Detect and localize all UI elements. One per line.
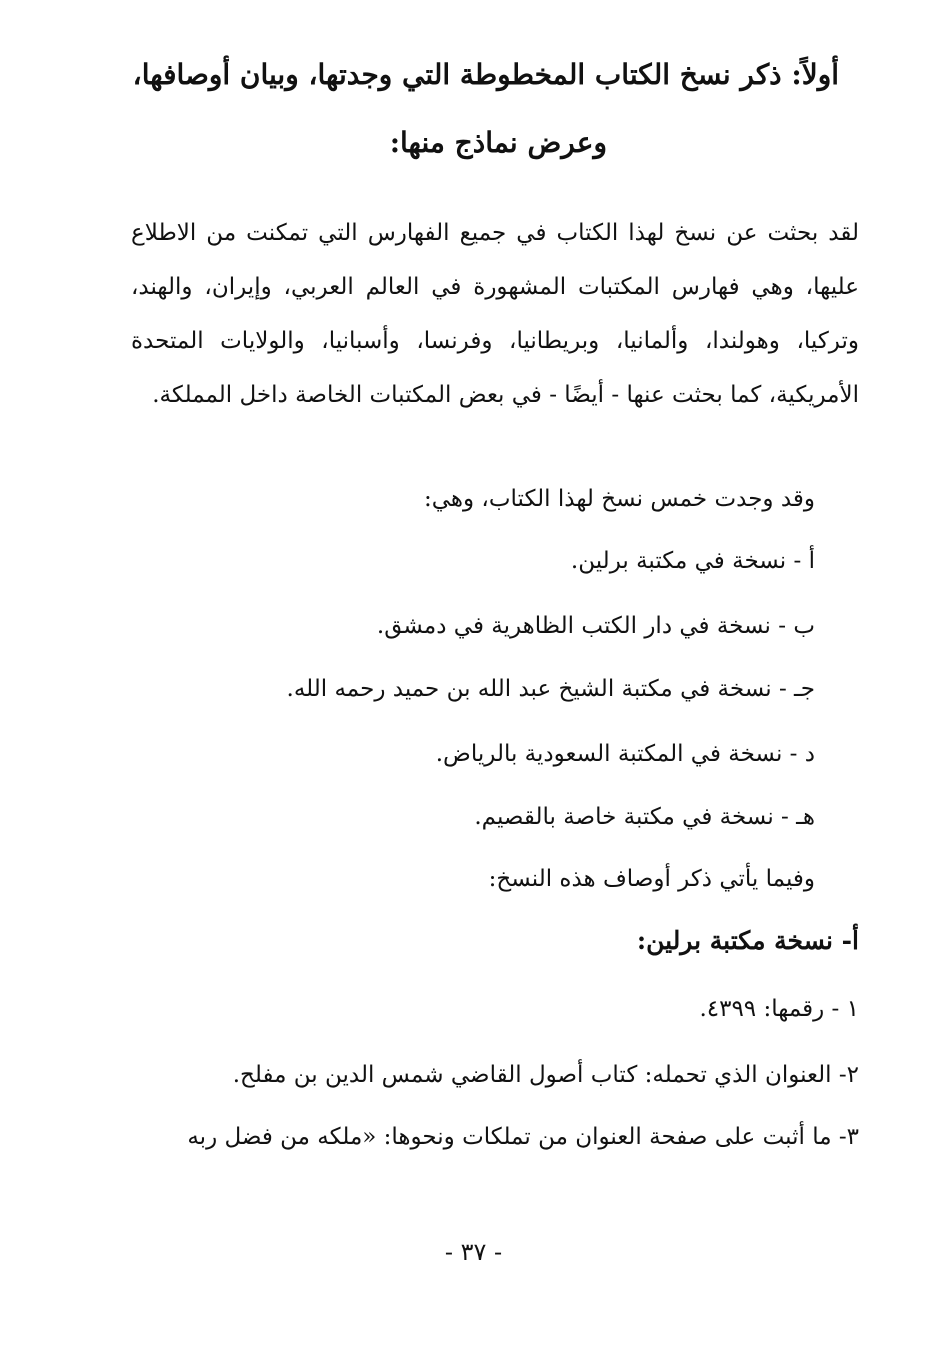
copy-list-item: جـ - نسخة في مكتبة الشيخ عبد الله بن حميد رحمه الله. xyxy=(286,676,815,702)
chapter-heading-line-2: وعرض نماذج منها: xyxy=(389,126,607,159)
detail-item: ٣- ما أثبت على صفحة العنوان من تملكات ونحوها: «ملكه من فضل ربه xyxy=(187,1124,859,1150)
intro-paragraph: لقد بحثت عن نسخ لهذا الكتاب في جميع الفهارس التي تمكنت من الاطلاع عليها، وهي فهارس المكتبات المشهورة في العالم العربي، وإيران، والهند، وتركيا، وهولندا، وألمانيا، وبريطانيا، وفرنسا، وأسبانيا، والولايات المتحدة الأمريكية، كما بحثت عنها - أيضًا - في بعض المكتبات الخاصة داخل المملكة. xyxy=(131,220,859,408)
chapter-heading-line-1: أولاً: ذكر نسخ الكتاب المخطوطة التي وجدتها، وبيان أوصافها، xyxy=(132,58,839,91)
page-number: - ٣٧ - xyxy=(444,1238,503,1266)
found-copies-intro: وقد وجدت خمس نسخ لهذا الكتاب، وهي: xyxy=(423,486,815,512)
copy-list-item: ب - نسخة في دار الكتب الظاهرية في دمشق. xyxy=(376,613,815,639)
copy-list-item: أ - نسخة في مكتبة برلين. xyxy=(570,548,815,574)
copy-list-item: د - نسخة في المكتبة السعودية بالرياض. xyxy=(435,741,815,767)
detail-item: ١ - رقمها: ٤٣٩٩. xyxy=(699,996,859,1022)
descriptions-intro: وفيما يأتي ذكر أوصاف هذه النسخ: xyxy=(488,866,815,892)
copy-list-item: هـ - نسخة في مكتبة خاصة بالقصيم. xyxy=(474,804,815,830)
detail-item: ٢- العنوان الذي تحمله: كتاب أصول القاضي شمس الدين بن مفلح. xyxy=(232,1062,859,1088)
section-heading-berlin: أ- نسخة مكتبة برلين: xyxy=(636,926,859,955)
